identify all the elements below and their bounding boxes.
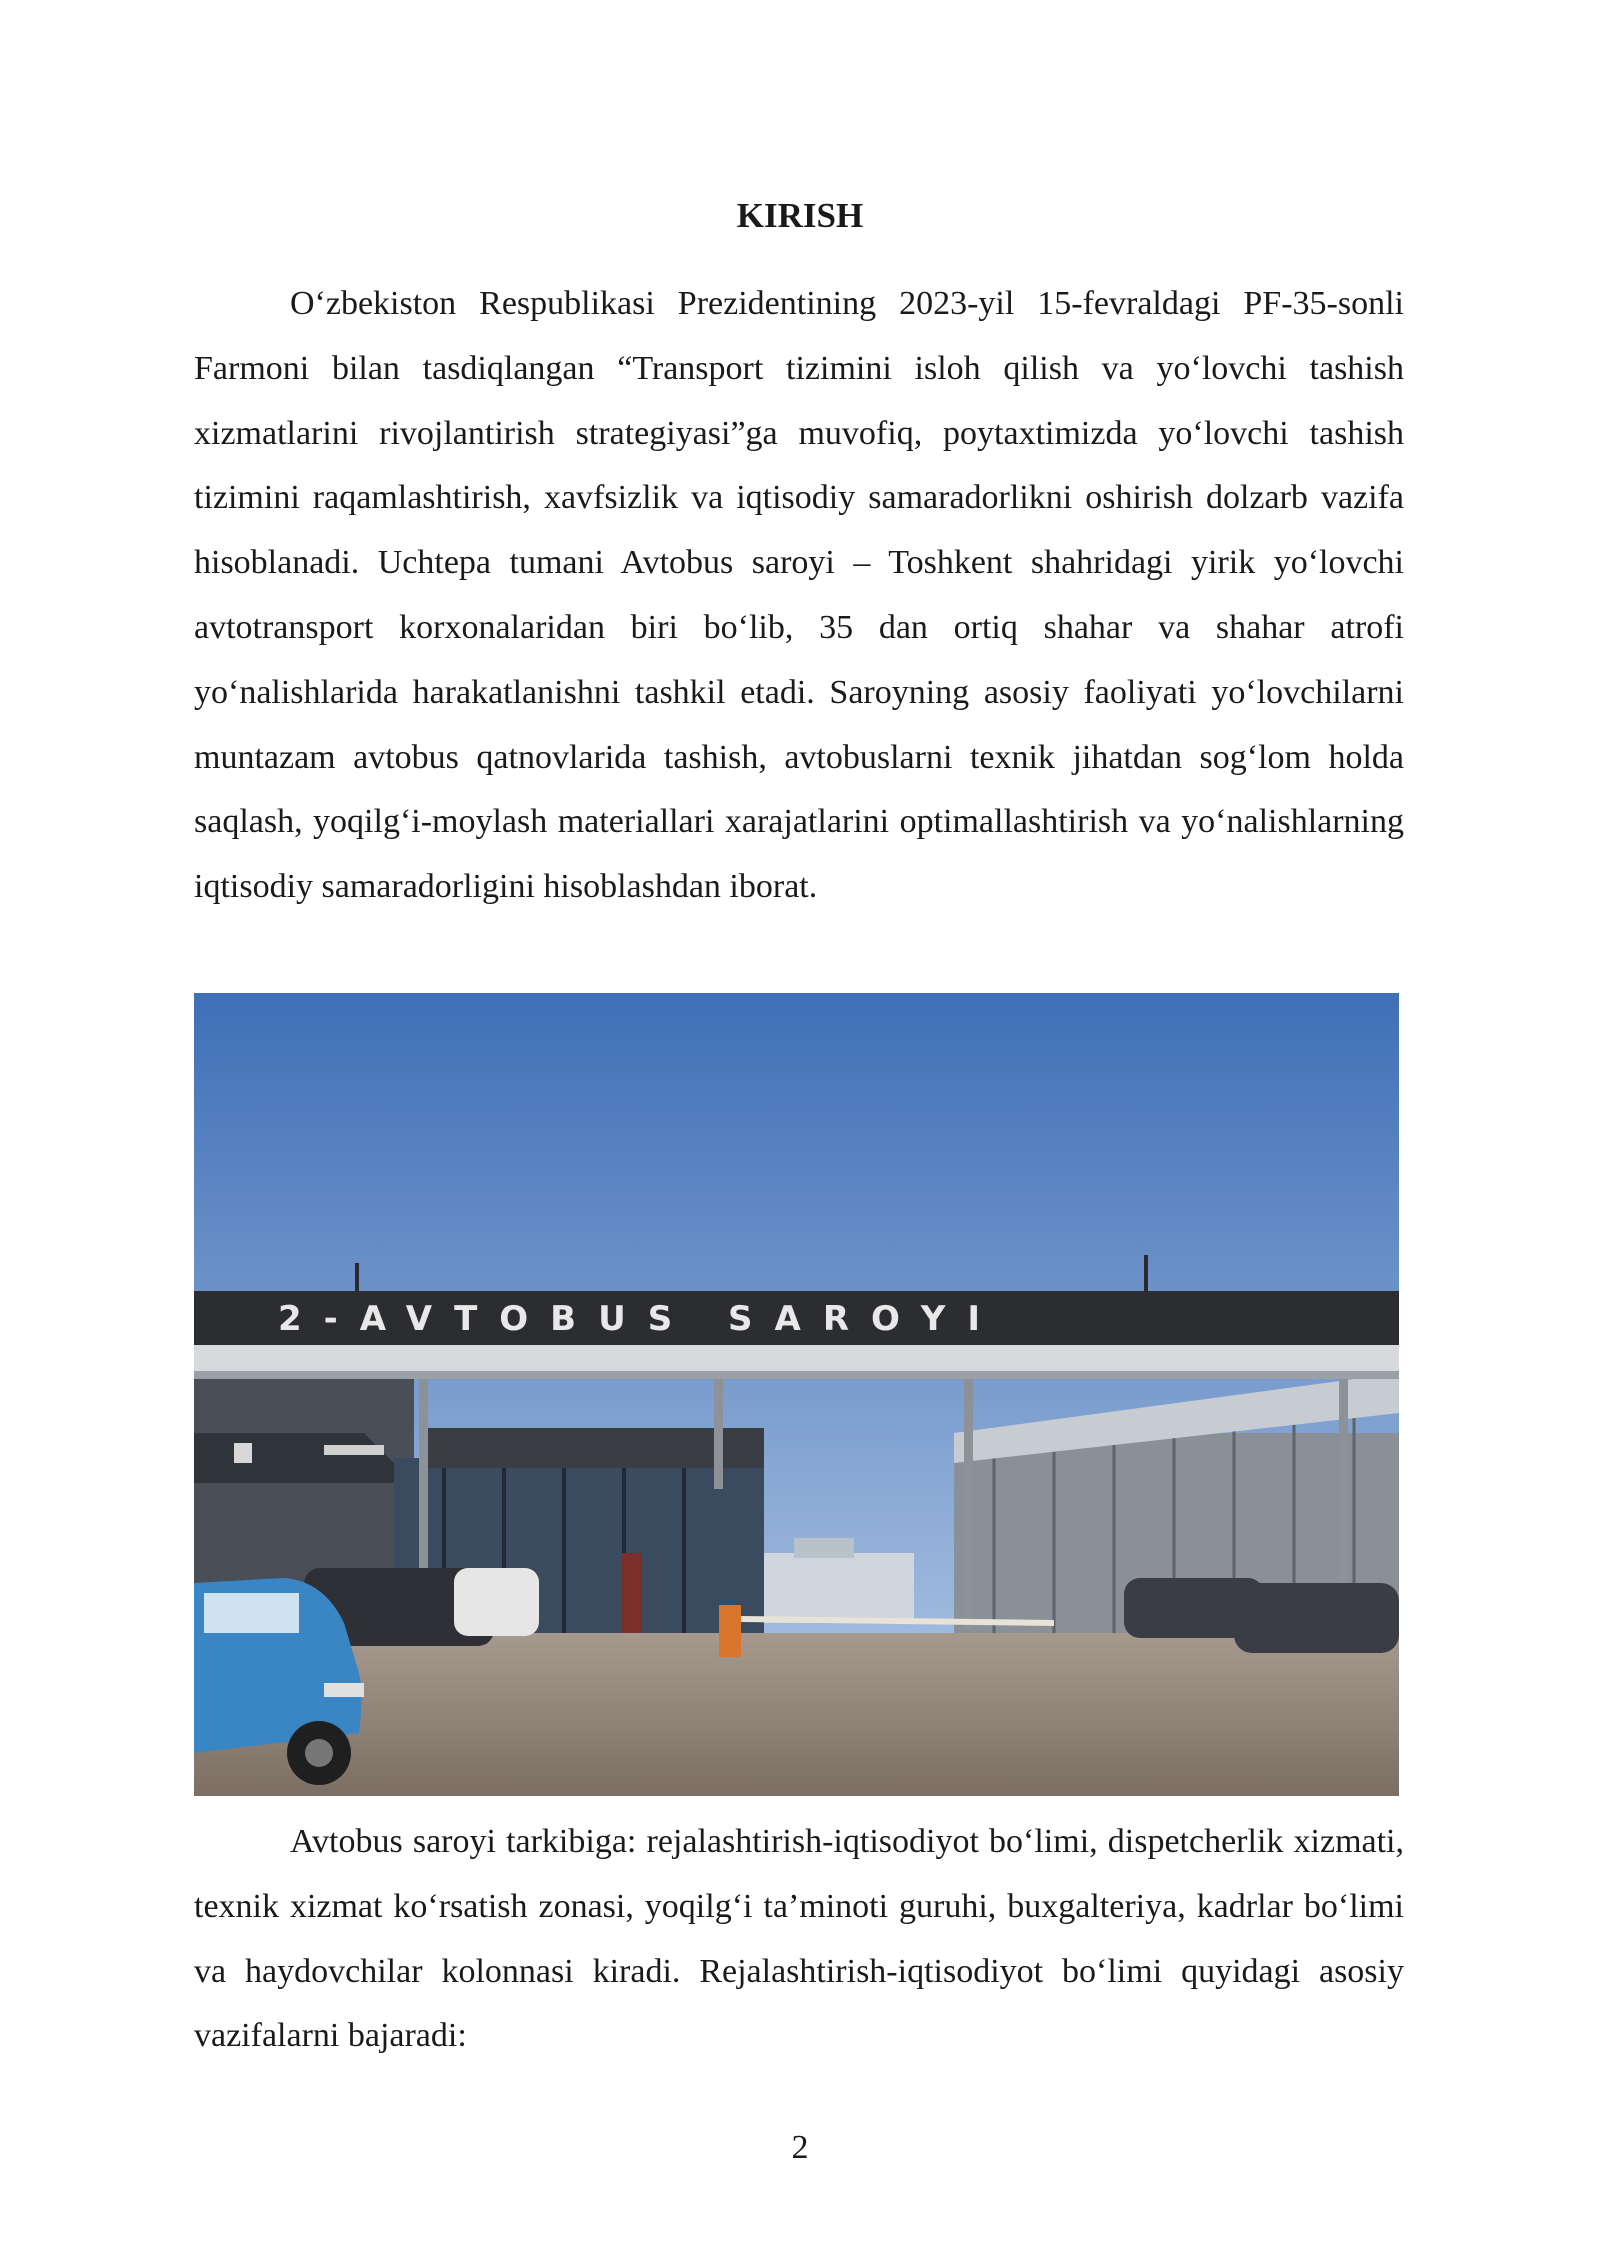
ground — [194, 1633, 1399, 1796]
page-number: 2 — [791, 2129, 809, 2166]
bus-station-photo — [194, 993, 1399, 1796]
sign-text: 2-AVTOBUS SAROYI — [278, 1299, 1002, 1339]
barrier-post — [719, 1605, 741, 1657]
structure-paragraph: Avtobus saroyi tarkibiga: rejalashtirish-iqtisodiyot bo‘limi, dispetcherlik xizmati, texnik xizmat ko‘rsatish zonasi, yoqilg‘i ta’minoti guruhi, buxgalteriya, kadrlar bo‘limi va haydovchilar kolonnasi kiradi. Rejalashtirish-iqtisodiyot bo‘limi quyidagi asosiy vazifalarni bajaradi: — [194, 1823, 1404, 2055]
intro-paragraph: O‘zbekiston Respublikasi Prezidentining 2023-yil 15-fevraldagi PF-35-sonli Farmoni bilan tasdiqlangan “Transport tizimini isloh qilish va yo‘lovchi tashish xizmatlarini rivojlantirish strategiyasi”ga muvofiq, poytaxtimizda yo‘lovchi tashish tizimini raqamlashtirish, xavfsizlik va iqtisodiy samaradorlikni oshirish dolzarb vazifa hisoblanadi. Uchtepa tumani Avtobus saroyi – Toshkent shahridagi yirik yo‘lovchi avtotransport korxonalaridan biri bo‘lib, 35 dan ortiq shahar va shahar atrofi yo‘nalishlarida harakatlanishni tashkil etadi. Saroyning asosiy faoliyati yo‘lovchilarni muntazam avtobus qatnovlarida tashish, avtobuslarni texnik jihatdan sog‘lom holda saqlash, yoqilg‘i-moylash materiallari xarajatlarini optimallashtirish va yo‘nalishlarning iqtisodiy samaradorligini hisoblashdan iborat. — [194, 285, 1404, 906]
section-title: KIRISH — [736, 196, 864, 235]
canopy-roof — [194, 1345, 1399, 1373]
